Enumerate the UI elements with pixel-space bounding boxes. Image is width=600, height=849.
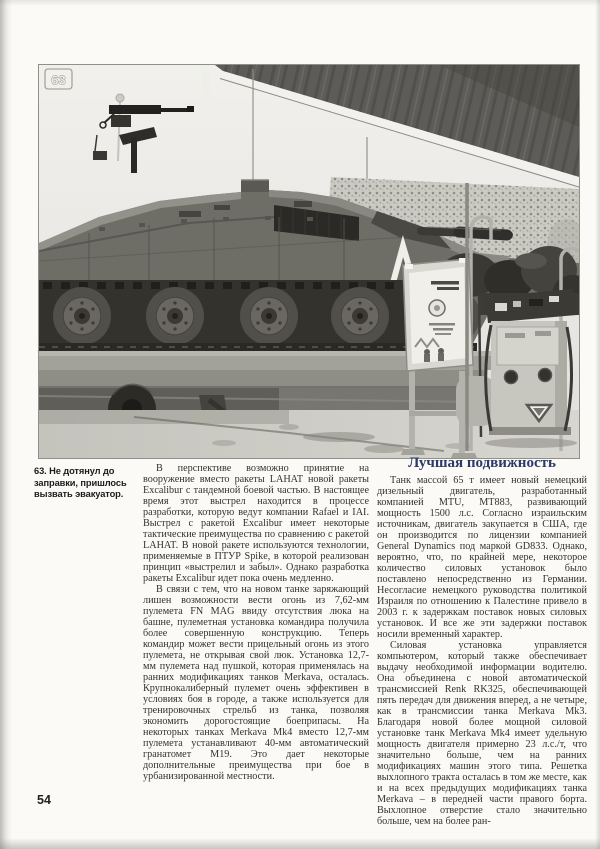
column-right (377, 455, 587, 827)
scan-edge-top (0, 0, 600, 6)
column-left (143, 463, 369, 782)
scan-edge-left (0, 0, 12, 849)
body-paragraph: В перспективе возможно принятие на вооружение вместо ракеты LAHAT новой ракеты Excalibur с тандемной боевой частью. В настоящее время этот выстрел находится в процессе разработки, которую ведут компании Rafael и IAI. Выстрел с ракетой Excalibur имеет некоторые тактические преимущества по сравнению с ракетой LAHAT. В новой ракете используются технологии, применяемые в ПТУР Spike, в которой реализован принцип «выстрелил и забыл». Однако разработка ракеты Excalibur идет пока очень медленно. (143, 463, 369, 584)
tank-photo-illustration (39, 65, 579, 458)
figure-number-marker (45, 69, 72, 89)
scan-edge-right (595, 0, 600, 849)
figure-number-text: 63 (51, 72, 66, 88)
scan-edge-bottom (0, 838, 600, 849)
canopy-support (202, 65, 210, 105)
page-number: 54 (37, 793, 51, 807)
body-paragraph: Силовая установка управляется компьютером, который также обеспечивает выдачу необходимой информации водителю. Она объединена с новой автоматической трансмиссией Renk RK325, обеспечивающей пять передач для движения вперед, а не четыре, как в трансмиссии танка Merkava Mk3. Благодаря новой более мощной силовой установке танк Merkava Mk4 имеет удельную мощность двигателя примерно 23 л.с./т, что значительно больше, чем на ранних модификациях машин этого типа. Решетка выхлопного тракта осталась в том же месте, как и на всех предыдущих модификациях танка Merkava – в передней части правого борта. Выхлопное отверстие стало значительно больше, чем на более ран- (377, 640, 587, 827)
tank-photo-figure (38, 64, 580, 459)
body-paragraph: В связи с тем, что на новом танке заряжающий лишен возможности вести огонь из 7,62-мм пулемета FN MAG ввиду отсутствия люка на башне, пулеметная установка командира получила более совершенную конструкцию. Теперь командир может вести прицельный огонь из этого пулемета, не открывая свой люк. Установка 12,7-мм пулемета над пушкой, которая применялась на ранних модификациях танков Merkava, осталась. Крупнокалиберный пулемет очень эффективен в условиях боя в городе, а также используется для тренировочных стрельб из танка, позволяя экономить дорогостоящие боеприпасы. На некоторых танках Merkava Mk4 вместо 12,7-мм пулемета устанавливают 40-мм автоматический гранатомет М19. Это дает некоторые дополнительные преимущества при бое в урбанизированной местности. (143, 584, 369, 782)
section-heading: Лучшая подвижность (408, 455, 556, 471)
body-paragraph: Танк массой 65 т имеет новый немецкий дизельный двигатель, разработанный компанией MTU, MT883, развивающий мощность 1500 л.с. Согласно израильским источникам, двигатель закупается в США, где он производится по лицензии компанией General Dynamics под маркой GD833. Однако, вероятно, что, по крайней мере, некоторое количество силовых установок было поставлено непосредственно из Германии. Несогласие немецкого руководства политикой Израиля по отношению к Палестине привело в 2003 г. к задержкам поставок новых силовых установок. И все же эти задержки поставок носили временный характер. (377, 475, 587, 640)
photo-caption: 63. Не дотянул до заправки, пришлось вызвать эвакуатор. (34, 466, 127, 499)
